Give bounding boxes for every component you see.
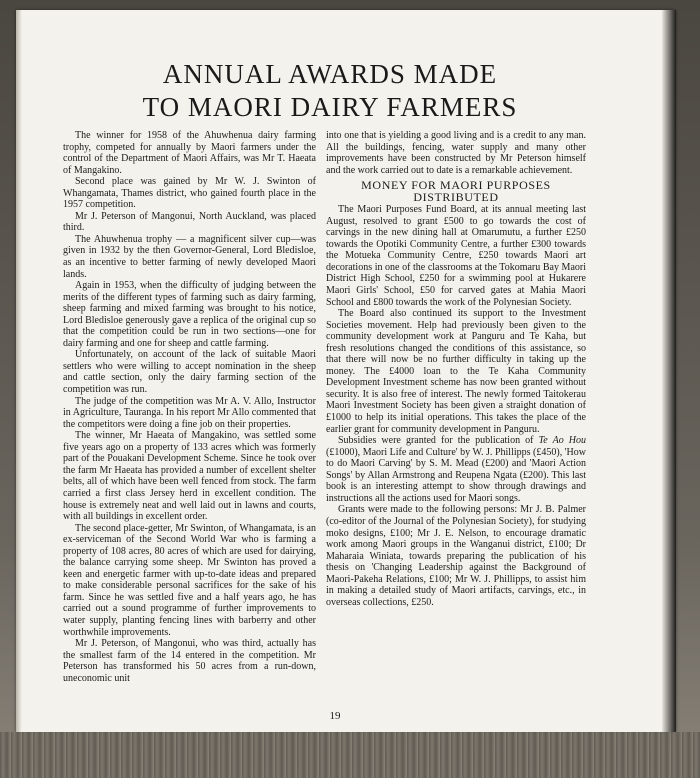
paragraph-continued: into one that is yielding a good living and is a credit to any man. All the buildings, fencing, water supply and many other improvements have been constructed by Mr Peterson himself and the work carried out to date is a remarkable achievement.: [326, 130, 586, 176]
paragraph: The Maori Purposes Fund Board, at its annual meeting last August, resolved to grant £500 to go towards the cost of carvings in the new dining hall at Omarumutu, a further £250 towards the Opotiki Community Centre, a further £300 towards the Motueka Community Centre, £250 towards Maori art decorations in one of the classrooms at the Tokomaru Bay Maori District High School, £250 for a swimming pool at Hukarere Maori Girls' School, £50 for carved gates at Mahia Maori School and £800 towards the work of the Polynesian Society.: [326, 204, 586, 308]
paragraph: Again in 1953, when the difficulty of judging between the merits of the different types of farming such as dairy farming, sheep farming and mixed farming was brought to his notice, Lord Bledisloe generously gave a replica of the original cup so that the competition could be run in two sections—one for dairy farming and one for sheep and cattle farming.: [63, 280, 316, 349]
text-run: (£1000), Maori Life and Culture' by W. J. Phillipps (£450), 'How to do Maori Carving' by S. M. Mead (£200) and 'Maori Action Songs' by Allan Armstrong and Reupena Ngata (£200). This last book is an interesting attempt to show through drawings and instructions all the actions used for Maori songs.: [326, 446, 586, 504]
article-headline: [70, 58, 590, 124]
subheading-line-1: MONEY FOR MAORI PURPOSES: [361, 178, 551, 193]
paragraph: Mr J. Peterson, of Mangonui, who was third, actually has the smallest farm of the 14 entered in the competition. Mr Peterson has transformed his 50 acres from a run-down, uneconomic unit: [63, 638, 316, 684]
paragraph: The Board also continued its support to the Investment Societies movement. Help had previously been given to the community development work at Panguru and Te Kaha, but fresh resolutions changed the conditions of this assistance, so that there will now be no further difficulty in taking up the money. The £4000 loan to the Te Kaha Community Development Investment scheme has now been granted without security. It is also free of interest. The newly formed Taitokerau Maori Investment Society has been given a straight donation of £1000 to help its initial operations. This takes the place of the earlier grant for community development in Panguru.: [326, 308, 586, 435]
page-number: 19: [329, 710, 341, 722]
paragraph: [326, 435, 586, 504]
paragraph: Second place was gained by Mr W. J. Swinton of Whangamata, Thames district, who gained fourth place in the 1957 competition.: [63, 176, 316, 211]
paragraph: The judge of the competition was Mr A. V. Allo, Instructor in Agriculture, Tauranga. In his report Mr Allo commented that the competitors were doing a fine job on their properties.: [63, 395, 316, 430]
paragraph: The second place-getter, Mr Swinton, of Whangamata, is an ex-serviceman of the Second World War who is farming a property of 108 acres, 80 acres of which are used for dairying, the balance carrying some sheep. Mr Swinton has proved a keen and energetic farmer with up-to-date ideas and prepared to make considerable personal sacrifices for the sake of his farm. Since he was settled five and a half years ago, he has carried out a sound programme of further improvements to water supply, planting fencing lines with barberry and other worthwhile improvements.: [63, 522, 316, 638]
section-subheading: [326, 179, 586, 203]
left-column: [63, 130, 316, 684]
paragraph: Grants were made to the following persons: Mr J. B. Palmer (co-editor of the Journal of the Polynesian Society), for studying moko designs, £100; Mr J. E. Nelson, to encourage dramatic work among Maori groups in the Wanganui district, £100; Dr Maharaia Winiata, towards preparing the publication of his thesis on 'Changing Leadership against the Background of Maori-Pakeha Relations, £100; Mr W. J. Phillipps, to assist him in making a detailed study of Maori artifacts, carvings, etc., in overseas collections, £250.: [326, 504, 586, 608]
paragraph: Unfortunately, on account of the lack of suitable Maori settlers who were willing to accept nomination in the sheep and cattle section, only the dairy farming section of the competition was run.: [63, 349, 316, 396]
paragraph: The Ahuwhenua trophy — a magnificent silver cup—was given in 1932 by the then Governor-General, Lord Bledisloe, as an incentive to better farming of newly developed Maori lands.: [63, 233, 316, 280]
paragraph: The winner for 1958 of the Ahuwhenua dairy farming trophy, competed for annually by Maori farmers under the control of the Department of Maori Affairs, was Mr T. Haeata of Mangakino.: [63, 130, 316, 176]
right-column: [326, 130, 586, 608]
paragraph: The winner, Mr Haeata of Mangakino, was settled some five years ago on a property of 133 acres which was formerly part of the Pouakani Development Scheme. Since he took over the farm Mr Haeata has provided a number of excellent shelter belts, all of which have been well fenced from stock. The farm carried a first class Jersey herd in excellent condition. The house is extremely neat and well laid out in lawns and courts, with all buildings in excellent order.: [63, 430, 316, 523]
headline-line-1: ANNUAL AWARDS MADE: [162, 59, 498, 89]
subheading-line-2: DISTRIBUTED: [413, 190, 499, 205]
headline-line-2: TO MAORI DAIRY FARMERS: [142, 92, 518, 122]
paragraph: Mr J. Peterson of Mangonui, North Auckland, was placed third.: [63, 210, 316, 234]
scan-bottom-texture: [0, 732, 700, 778]
text-run: Subsidies were granted for the publication of: [338, 435, 539, 447]
page-edge-shadow: [662, 10, 676, 732]
publication-title: Te Ao Hou: [538, 435, 587, 447]
page-spine-shadow: [16, 10, 22, 732]
